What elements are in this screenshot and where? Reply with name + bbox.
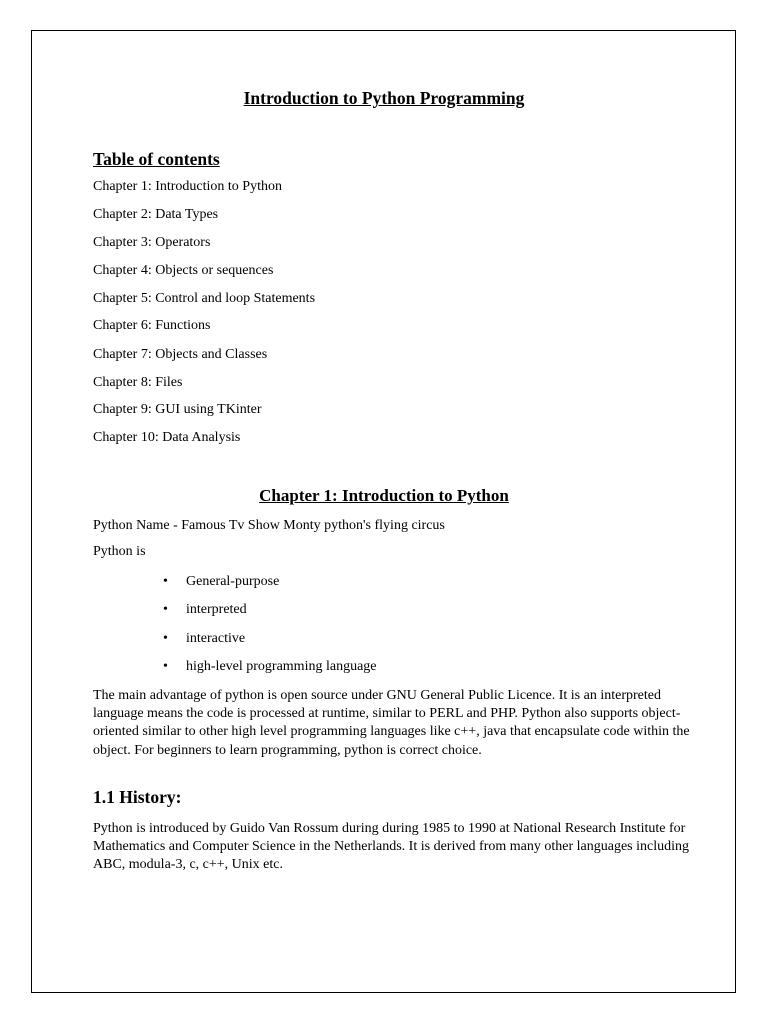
chapter-1-heading: Chapter 1: Introduction to Python bbox=[259, 486, 509, 505]
toc-item: Chapter 8: Files bbox=[93, 375, 183, 390]
bullet-text: high-level programming language bbox=[186, 659, 377, 674]
toc-item: Chapter 5: Control and loop Statements bbox=[93, 291, 316, 306]
toc-item: Chapter 3: Operators bbox=[93, 235, 211, 250]
history-paragraph: Python is introduced by Guido Van Rossum during during 1985 to 1990 at National Research Institute for Mathematics and Computer Science in the Netherlands. It is derived from many other languages including ABC, modula-3, c, c++, Unix etc. bbox=[93, 821, 689, 873]
python-is-line: Python is bbox=[93, 544, 146, 559]
toc-item: Chapter 4: Objects or sequences bbox=[93, 263, 274, 278]
bullet-text: General-purpose bbox=[186, 574, 280, 589]
bullet-item bbox=[163, 602, 247, 618]
toc-item: Chapter 7: Objects and Classes bbox=[93, 347, 268, 362]
bullet-text: interactive bbox=[186, 631, 246, 646]
bullet-icon: • bbox=[163, 631, 168, 646]
advantage-paragraph: The main advantage of python is open source under GNU General Public Licence. It is an interpreted language means the code is processed at runtime, similar to PERL and PHP. Python also supports object-oriented similar to other high level programming languages like c++, java that encapsulate code within the object. For beginners to learn programming, python is correct choice. bbox=[93, 688, 690, 758]
toc-item: Chapter 1: Introduction to Python bbox=[93, 179, 282, 194]
python-name-line: Python Name - Famous Tv Show Monty python's flying circus bbox=[93, 518, 445, 533]
bullet-item bbox=[163, 659, 377, 675]
bullet-text: interpreted bbox=[186, 602, 247, 617]
bullet-icon: • bbox=[163, 602, 168, 617]
bullet-icon: • bbox=[163, 659, 168, 674]
toc-item: Chapter 9: GUI using TKinter bbox=[93, 402, 262, 417]
toc-item: Chapter 6: Functions bbox=[93, 318, 211, 333]
bullet-item bbox=[163, 631, 246, 647]
history-heading: 1.1 History: bbox=[93, 787, 182, 807]
bullet-item bbox=[163, 574, 280, 590]
toc-heading: Table of contents bbox=[93, 149, 220, 169]
document-title: Introduction to Python Programming bbox=[243, 88, 525, 108]
bullet-icon: • bbox=[163, 574, 168, 589]
toc-item: Chapter 10: Data Analysis bbox=[93, 430, 241, 445]
toc-item: Chapter 2: Data Types bbox=[93, 207, 219, 222]
